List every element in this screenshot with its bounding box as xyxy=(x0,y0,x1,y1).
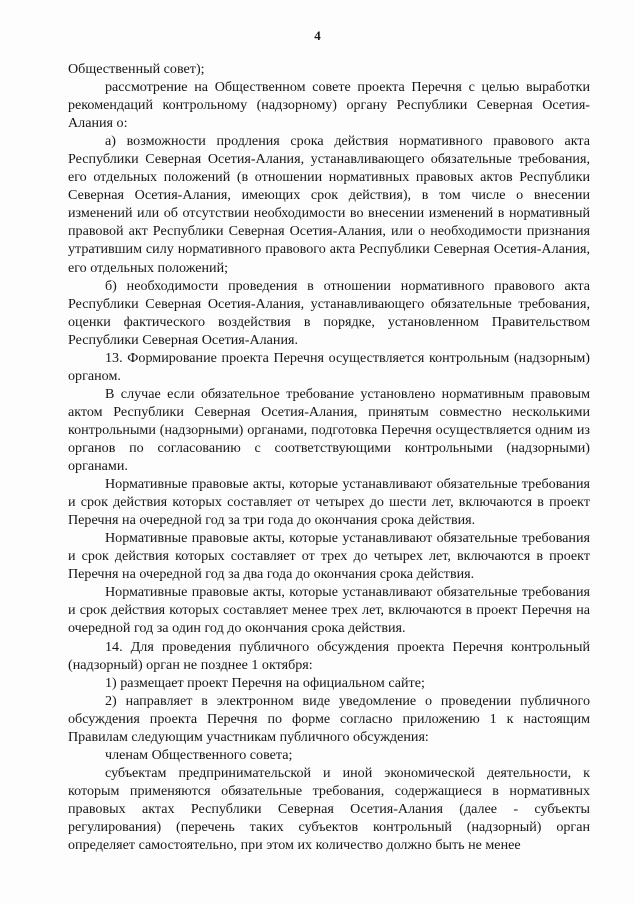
paragraph: В случае если обязательное требование установлено нормативным правовым актом Республики Северная Осетия-Алания, принятым совместно несколькими контрольными (надзорными) органами, подготовка Перечня осуществляется одним из органов по согласованию с соответствующими контрольными (надзорными) органами. xyxy=(68,385,590,475)
page-number: 4 xyxy=(314,28,321,43)
paragraph: а) возможности продления срока действия нормативного правового акта Республики Северная Осетия-Алания, устанавливающего обязательные требования, его отдельных положений (в отношении нормативных правовых актов Республики Северная Осетия-Алания, имеющих срок действия), в том числе о внесении изменений или об отсутствии необходимости во внесении изменений в нормативный правовой акт Республики Северная Осетия-Алания, или о необходимости признания утратившим силу нормативного правового акта Республики Северная Осетия-Алания, его отдельных положений; xyxy=(68,133,590,276)
list-item: субъектам предпринимательской и иной экономической деятельности, к которым применяются обязательные требования, содержащиеся в нормативных правовых актах Республики Северная Осетия-Алания (далее - субъекты регулирования) (перечень таких субъектов контрольный (надзорный) орган определяет самостоятельно, при этом их количество должно быть не менее xyxy=(68,764,590,854)
paragraph-item-14: 14. Для проведения публичного обсуждения проекта Перечня контрольный (надзорный) орган не позднее 1 октября: xyxy=(68,638,590,673)
paragraph: Нормативные правовые акты, которые устанавливают обязательные требования и срок действия которых составляет от трех до четырех лет, включаются в проект Перечня на очередной год за два года до окончания срока действия. xyxy=(68,530,590,583)
paragraph: б) необходимости проведения в отношении нормативного правового акта Республики Северная Осетия-Алания, устанавливающего обязательные требования, оценки фактического воздействия в порядке, установленном Правительством Республики Северная Осетия-Алания. xyxy=(68,277,590,348)
paragraph: Нормативные правовые акты, которые устанавливают обязательные требования и срок действия которых составляет менее трех лет, включаются в проект Перечня на очередной год за один год до окончания срока действия. xyxy=(68,584,590,637)
list-item: членам Общественного совета; xyxy=(105,746,293,763)
paragraph: Общественный совет); xyxy=(68,61,205,77)
document-body xyxy=(68,60,590,854)
paragraph: Нормативные правовые акты, которые устанавливают обязательные требования и срок действия которых составляет от четырех до шести лет, включаются в проект Перечня на очередной год за три года до окончания срока действия. xyxy=(68,476,590,529)
list-item: 1) размещает проект Перечня на официальном сайте; xyxy=(105,674,425,691)
paragraph: рассмотрение на Общественном совете проекта Перечня с целью выработки рекомендаций контрольному (надзорному) органу Республики Северная Осетия-Алания о: xyxy=(68,79,590,132)
paragraph-item-13: 13. Формирование проекта Перечня осуществляется контрольным (надзорным) органом. xyxy=(68,349,590,384)
list-item: 2) направляет в электронном виде уведомление о проведении публичного обсуждения проекта Перечня по форме согласно приложению 1 к настоящим Правилам следующим участникам публичного обсуждения: xyxy=(68,692,590,745)
